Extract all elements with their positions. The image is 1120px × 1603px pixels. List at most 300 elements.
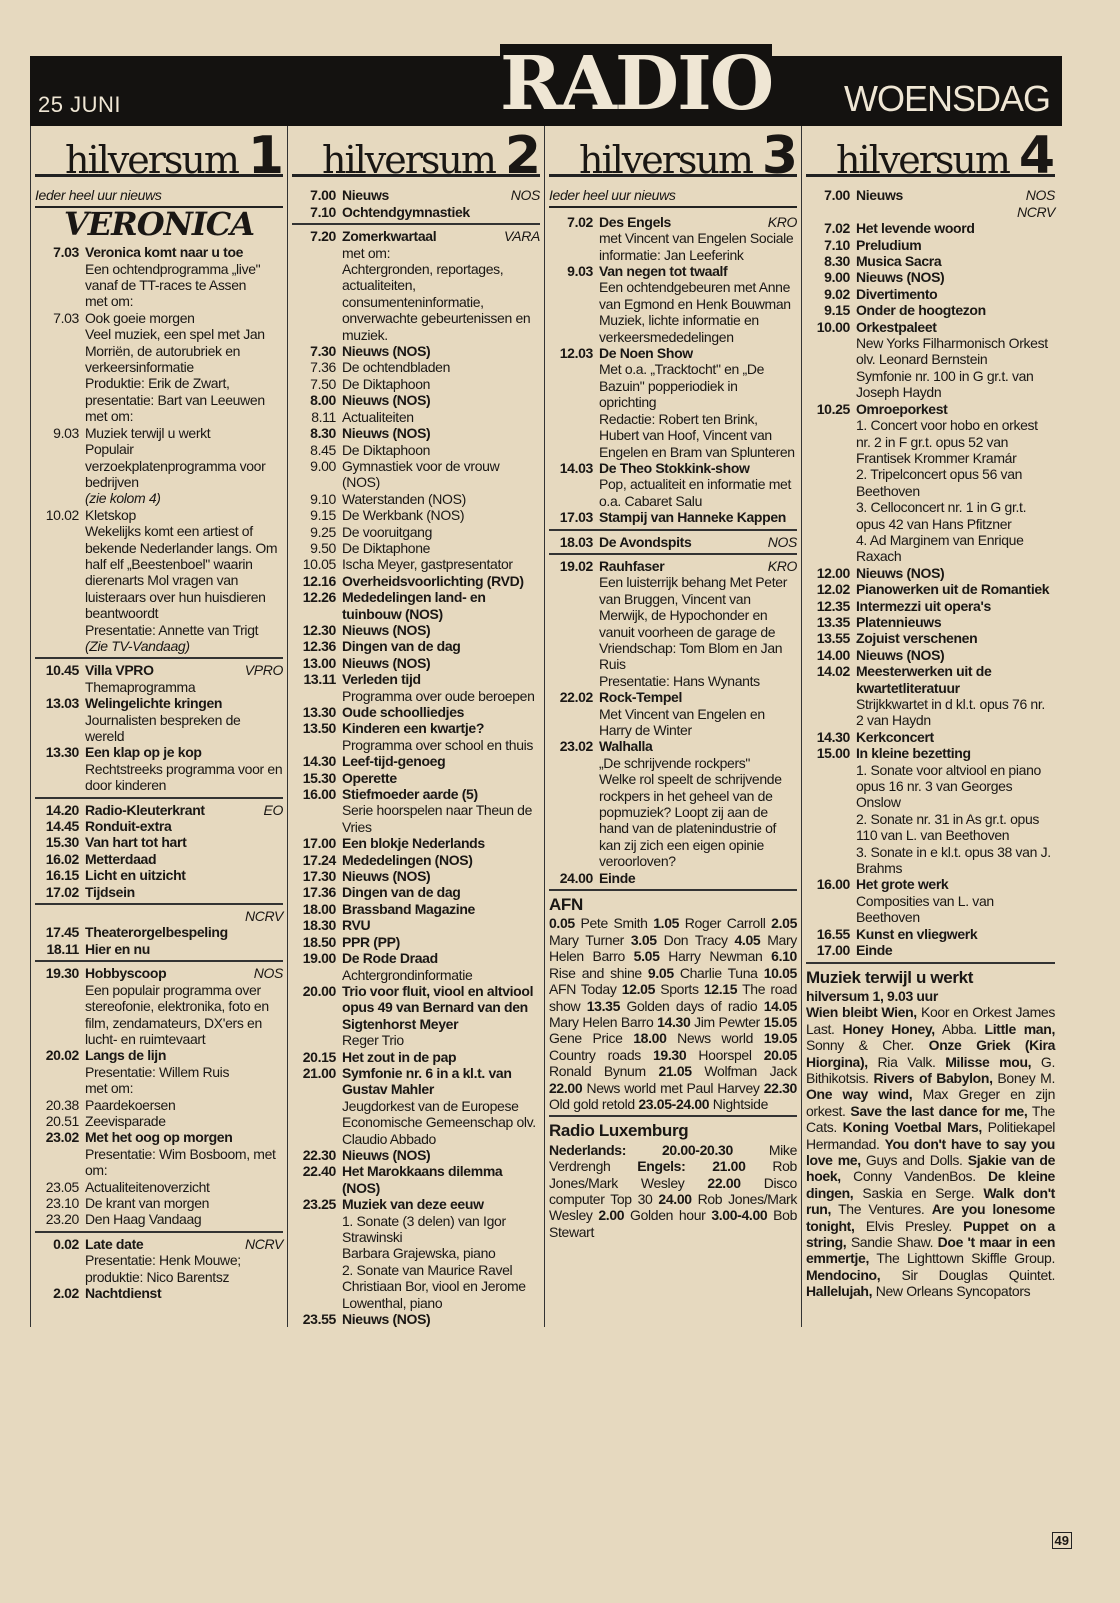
program-time: 2.02 <box>53 1285 79 1301</box>
divider <box>549 889 797 891</box>
program-description: Symfonie nr. 100 in G gr.t. van Joseph Haydn <box>856 367 1034 401</box>
program-time: 7.02 <box>567 213 593 230</box>
program-time: 14.20 <box>45 801 79 818</box>
divider <box>292 223 540 225</box>
program-description: met Vincent van Engelen Sociale informatie: Jan Leeferink <box>599 230 794 263</box>
program-entry <box>35 867 283 883</box>
program-entry <box>806 663 1055 696</box>
program-description: 4. Ad Marginem van Enrique Raxach <box>856 531 1024 565</box>
program-title: Kunst en vliegwerk <box>856 925 978 942</box>
program-entry <box>806 237 1055 253</box>
weekday: WOENSDAG <box>843 78 1050 119</box>
program-time: 23.20 <box>45 1211 79 1228</box>
program-entry <box>35 818 283 834</box>
program-title: Nieuws (NOS) <box>342 343 431 360</box>
program-entry <box>549 214 797 230</box>
program-time: 9.00 <box>824 269 850 286</box>
item-text: Politiekapel Hermandad. <box>806 1119 1056 1152</box>
program-entry <box>549 689 797 705</box>
item-bold: 13.35 <box>586 997 621 1014</box>
program-entry <box>292 524 540 540</box>
program-time: 18.00 <box>302 900 336 917</box>
item-text: Boney M. <box>997 1069 1056 1086</box>
program-time: 9.25 <box>310 523 336 540</box>
program-time: 19.02 <box>559 557 593 574</box>
broadcaster: VARA <box>504 228 540 245</box>
program-description: Programma over school en thuis <box>342 736 534 753</box>
item-text: Ria Valk. <box>877 1053 936 1070</box>
program-entry <box>35 941 283 957</box>
program-time: 10.05 <box>302 556 336 573</box>
date: 25 JUNI <box>38 92 121 117</box>
program-title: Langs de lijn <box>85 1047 167 1064</box>
program-title: Muziek terwijl u werkt <box>85 424 211 441</box>
program-time: 18.03 <box>559 533 593 550</box>
item-text: Charlie Tuna <box>679 964 758 981</box>
item-text: Rob Jones/Mark Wesley <box>549 1158 797 1191</box>
item-text: The Cats. <box>806 1102 1055 1136</box>
program-entry <box>35 924 283 940</box>
program-time: 7.36 <box>310 359 336 376</box>
program-time: 17.24 <box>302 851 336 868</box>
program-entry <box>292 1163 540 1196</box>
program-entry <box>292 343 540 359</box>
program-time: 7.50 <box>310 375 336 392</box>
item-bold: Koning Voetbal Mars, <box>842 1119 982 1136</box>
program-title: Pianowerken uit de Romantiek <box>856 581 1050 598</box>
broadcaster: KRO <box>767 213 797 230</box>
program-entry <box>549 534 797 550</box>
item-bold: 18.00 <box>633 1030 667 1047</box>
program-title: Oude schoolliedjes <box>342 704 465 720</box>
program-title: Nieuws <box>342 187 389 204</box>
program-entry <box>292 655 540 671</box>
item-text: Guys and Dolls. <box>865 1151 963 1168</box>
program-description: Presentatie: Hans Wynants <box>599 672 760 689</box>
item-bold: Little man, <box>984 1020 1055 1037</box>
program-title: Nieuws (NOS) <box>342 1146 431 1163</box>
item-text: G. Bithikotsis. <box>806 1053 1056 1086</box>
program-entry <box>806 401 1055 417</box>
program-time: 20.02 <box>45 1047 79 1064</box>
program-title: Actualiteiten <box>342 408 414 425</box>
broadcaster: KRO <box>767 557 797 574</box>
program-entry <box>292 458 540 491</box>
program-time: 16.55 <box>816 925 850 942</box>
program-description: Composities van L. van Beethoven <box>856 892 994 926</box>
program-time: 23.05 <box>45 1178 79 1195</box>
program-title: Symfonie nr. 6 in a kl.t. van Gustav Mahler <box>342 1064 512 1098</box>
program-title: Meesterwerken uit de kwartetliteratuur <box>856 663 992 696</box>
program-time: 22.30 <box>302 1146 336 1163</box>
program-description: 1. Sonate voor altviool en piano opus 16 nr. 3 van Georges Onslow <box>856 761 1041 811</box>
item-bold: 3.00-4.00 <box>711 1207 768 1224</box>
program-entry <box>35 1179 283 1195</box>
program-entry <box>35 1195 283 1211</box>
program-title: Een blokje Nederlands <box>342 835 485 852</box>
program-entry <box>292 491 540 507</box>
program-time: 15.00 <box>816 745 850 762</box>
station-name: hilversum <box>579 138 752 182</box>
item-text: Koor en Orkest James Last. <box>806 1004 1056 1037</box>
program-title: Het zout in de pap <box>342 1048 457 1065</box>
item-text: News world <box>677 1030 754 1047</box>
program-entry <box>292 392 540 408</box>
program-title: Nieuws (NOS) <box>342 868 431 885</box>
program-description: Met o.a. „Tracktocht" en „De Bazuin" popperiodiek in oprichting <box>599 361 765 411</box>
program-time: 8.30 <box>310 425 336 442</box>
program-description: Wekelijks komt een artiest of bekende Nederlander langs. Om half elf „Beestenboel" waarin dierenarts Mol vragen van luisteraars over hun huisdieren beantwoordt <box>85 523 278 622</box>
program-entry <box>806 647 1055 663</box>
program-title: Ischa Meyer, gastpresentator <box>342 556 513 573</box>
item-bold: Mendocino, <box>806 1266 881 1283</box>
broadcaster: NCRV <box>244 1235 283 1252</box>
program-description: Redactie: Robert ten Brink, Hubert van Hoof, Vincent van Engelen en Bram van Splunteren <box>599 410 795 460</box>
item-text: Harry Newman <box>668 948 763 965</box>
program-entry <box>35 1236 283 1252</box>
program-time: 17.45 <box>45 924 79 941</box>
item-bold: 0.05 <box>549 915 575 932</box>
divider <box>549 529 797 531</box>
program-title: Einde <box>599 869 636 886</box>
program-description: Journalisten bespreken de wereld <box>85 711 241 744</box>
item-text: The road show <box>549 981 798 1014</box>
program-entry <box>292 901 540 917</box>
item-bold: Wien bleibt Wien, <box>806 1004 917 1021</box>
program-description: Themaprogramma <box>85 678 196 695</box>
block-text <box>549 1142 797 1240</box>
program-entry <box>292 540 540 556</box>
program-title: Paardekoersen <box>85 1096 176 1113</box>
program-title: Intermezzi uit opera's <box>856 597 991 614</box>
program-title: De Diktaphoon <box>342 375 431 392</box>
column-hilversum-2 <box>288 126 545 1327</box>
program-entry <box>806 319 1055 335</box>
program-time: 14.00 <box>816 646 850 663</box>
program-entry <box>806 630 1055 646</box>
program-title: PPR (PP) <box>342 933 400 950</box>
program-time: 19.30 <box>45 965 79 982</box>
program-time: 7.10 <box>824 236 850 253</box>
program-description: Presentatie: Annette van Trigt <box>85 621 259 638</box>
program-description: 1. Sonate (3 delen) van Igor Strawinski <box>342 1212 506 1245</box>
program-time: 17.30 <box>302 868 336 885</box>
program-title: Operette <box>342 769 397 786</box>
veronica-logo: VERONICA <box>63 204 255 243</box>
program-time: 13.03 <box>45 695 79 712</box>
item-bold: 19.05 <box>763 1030 798 1047</box>
program-time: 9.10 <box>310 490 336 507</box>
program-time: 7.03 <box>53 309 79 326</box>
program-time: 13.35 <box>816 613 850 630</box>
program-description: met om: <box>85 1080 134 1097</box>
program-title: Onder de hoogtezon <box>856 302 986 319</box>
program-entry <box>806 876 1055 892</box>
program-entry <box>35 1097 283 1113</box>
program-description: (zie kolom 4) <box>85 490 161 507</box>
item-bold: Are you lonesome tonight, <box>806 1201 1055 1234</box>
item-bold: Milisse mou, <box>945 1053 1032 1070</box>
program-title: Kerkconcert <box>856 728 934 745</box>
program-time: 14.30 <box>816 728 850 745</box>
item-text: New Orleans Syncopators <box>875 1283 1031 1300</box>
program-time: 17.02 <box>45 883 79 900</box>
item-text: Golden hour <box>630 1207 706 1224</box>
program-entry <box>549 263 797 279</box>
item-text: Country roads <box>549 1046 641 1063</box>
program-time: 17.00 <box>302 835 336 852</box>
program-entry <box>35 662 283 678</box>
station-title <box>35 126 283 186</box>
program-entry <box>35 744 283 760</box>
program-title: Platennieuws <box>856 613 942 630</box>
program-title: Verleden tijd <box>342 671 421 688</box>
program-entry <box>806 565 1055 581</box>
item-text: Wolfman Jack <box>704 1063 797 1080</box>
program-time: 12.30 <box>302 621 336 638</box>
program-title: Metterdaad <box>85 850 157 867</box>
item-text: Sandie Shaw. <box>850 1234 934 1250</box>
program-entry <box>35 695 283 711</box>
program-entry <box>549 738 797 754</box>
item-bold: 4.05 <box>734 931 761 948</box>
program-time: 9.03 <box>53 424 79 441</box>
program-time: 14.45 <box>45 818 79 835</box>
program-title: De Avondspits <box>599 533 692 550</box>
item-bold: 19.30 <box>653 1046 687 1063</box>
program-title: Het levende woord <box>856 220 975 237</box>
program-entry <box>292 786 540 802</box>
program-title: Zeevisparade <box>85 1112 166 1129</box>
program-time: 12.35 <box>816 597 850 614</box>
program-time: 9.15 <box>824 302 850 319</box>
program-description: Veel muziek, een spel met Jan Morriën, de autorubriek en verkeersinformatie <box>85 326 265 376</box>
program-time: 20.51 <box>45 1112 79 1129</box>
program-title: Welingelichte kringen <box>85 695 223 712</box>
program-title: Actualiteitenoverzicht <box>85 1178 210 1195</box>
program-title: Met het oog op morgen <box>85 1129 233 1146</box>
item-bold: 21.05 <box>658 1063 692 1080</box>
program-entry <box>806 926 1055 942</box>
program-time: 18.11 <box>46 940 79 957</box>
item-bold: 14.30 <box>657 1013 691 1030</box>
station-number: 3 <box>761 126 797 186</box>
program-title: Des Engels <box>599 213 671 230</box>
program-title: Van negen tot twaalf <box>599 263 728 280</box>
program-time: 13.30 <box>45 744 79 761</box>
program-title: Zomerkwartaal <box>342 228 437 245</box>
program-entry <box>292 1311 540 1327</box>
item-bold: 9.05 <box>647 964 674 981</box>
program-entry <box>35 851 283 867</box>
program-description: Rechtstreeks programma voor en door kinderen <box>85 760 283 794</box>
item-text: Rise and shine <box>549 964 642 981</box>
program-entry <box>35 425 283 441</box>
station-name: hilversum <box>836 138 1009 182</box>
program-entry <box>35 310 283 326</box>
program-entry <box>35 802 283 818</box>
program-title: Stampij van Hanneke Kappen <box>599 509 786 526</box>
item-bold: 23.05-24.00 <box>638 1095 710 1112</box>
news-note: Ieder heel uur nieuws <box>35 187 283 207</box>
item-text: Saskia en Serge. <box>862 1184 975 1201</box>
item-bold: 1.05 <box>653 915 680 932</box>
program-description: Populair verzoekplatenprogramma voor bedrijven <box>85 441 266 490</box>
program-description: Achtergrondinformatie <box>342 966 473 983</box>
program-entry <box>35 834 283 850</box>
program-title: Hobbyscoop <box>85 965 167 982</box>
program-time: 23.02 <box>45 1129 79 1146</box>
program-title: Dingen van de dag <box>342 638 461 655</box>
program-description: Achtergronden, reportages, actualiteiten, consumenteninformatie, onverwachte gebeurtenissen en muziek. <box>342 261 531 343</box>
program-title: Orkestpaleet <box>856 318 937 335</box>
program-title: Nieuws (NOS) <box>856 646 945 663</box>
program-time: 24.00 <box>559 869 593 886</box>
item-bold: Walk don't run, <box>806 1184 1055 1218</box>
program-entry <box>292 507 540 523</box>
program-title: Einde <box>856 942 893 959</box>
divider <box>35 657 283 659</box>
item-text: AFN Today <box>549 981 617 998</box>
program-description: (Zie TV-Vandaag) <box>85 637 190 654</box>
program-entry <box>35 965 283 981</box>
program-time: 23.25 <box>302 1196 336 1213</box>
radio-page <box>30 41 1062 1328</box>
program-entry <box>292 704 540 720</box>
item-text: Mary Helen Barro <box>549 1013 654 1030</box>
item-bold: 10.05 <box>763 964 797 981</box>
divider <box>35 1231 283 1233</box>
program-description: New Yorks Filharmonisch Orkest olv. Leonard Bernstein <box>856 335 1048 368</box>
program-title: Brassband Magazine <box>342 900 475 917</box>
broadcaster: EO <box>263 801 283 818</box>
program-time: 7.30 <box>310 343 336 360</box>
program-entry <box>806 253 1055 269</box>
broadcaster: NOS <box>767 533 797 550</box>
program-title: Nachtdienst <box>85 1285 162 1301</box>
item-text: Conny VandenBos. <box>853 1168 976 1185</box>
program-entry <box>806 220 1055 236</box>
item-text: Sonny & Cher. <box>806 1037 914 1054</box>
broadcaster: NOS <box>253 965 283 982</box>
item-bold: 12.05 <box>621 981 656 998</box>
block-heading: Muziek terwijl u werkt <box>806 967 974 987</box>
column-hilversum-1 <box>31 126 288 1327</box>
program-time: 10.00 <box>816 318 850 335</box>
program-title: Veronica komt naar u toe <box>85 244 244 261</box>
program-description: Met Vincent van Engelen en Harry de Winter <box>599 705 765 738</box>
item-bold: Nederlands: 20.00-20.30 <box>549 1141 733 1158</box>
program-time: 7.20 <box>310 228 336 245</box>
item-bold: 6.10 <box>771 948 797 965</box>
block-text <box>549 915 797 1112</box>
program-time: 8.45 <box>310 441 336 458</box>
program-entry <box>806 598 1055 614</box>
program-title: Omroeporkest <box>856 400 948 417</box>
item-bold: Onze Griek (Kira Hiorgina), <box>806 1037 1056 1070</box>
program-entry <box>292 376 540 392</box>
program-title: Hier en nu <box>85 940 150 957</box>
program-title: Trio voor fluit, viool en altviool opus 49 van Bernard van den Sigtenhorst Meyer <box>342 982 534 1032</box>
program-time: 13.11 <box>303 671 336 688</box>
program-description: „De schrijvende rockpers" <box>599 754 751 771</box>
program-title: Mededelingen (NOS) <box>342 851 473 868</box>
program-entry <box>806 614 1055 630</box>
program-time: 20.38 <box>45 1096 79 1113</box>
item-text: The Lighttown Skiffle Group. <box>876 1250 1055 1267</box>
program-description: Een populair programma over stereofonie, elektronika, foto en film, zendamateurs, DX'ers en lucht- en ruimtevaart <box>85 981 269 1047</box>
program-time: 23.10 <box>45 1194 79 1211</box>
item-text: Max Greger en zijn orkest. <box>806 1086 1055 1119</box>
broadcaster: NCRV <box>244 908 283 925</box>
program-entry <box>292 1049 540 1065</box>
program-entry <box>292 187 540 203</box>
program-title: Overheidsvoorlichting (RVD) <box>342 572 524 589</box>
program-entry <box>292 950 540 966</box>
program-time: 12.16 <box>302 572 336 589</box>
program-title: Nieuws (NOS) <box>342 1311 431 1328</box>
item-text: The Ventures. <box>838 1201 925 1218</box>
program-description: Christiaan Bor, viool en Jerome Lowenthal, piano <box>342 1278 526 1311</box>
program-time: 16.00 <box>816 876 850 893</box>
station-number: 1 <box>247 126 283 186</box>
item-text: Rob Jones/Mark Wesley <box>549 1190 797 1224</box>
program-entry <box>806 581 1055 597</box>
program-time: 13.55 <box>816 630 850 647</box>
program-entry <box>35 884 283 900</box>
program-entry <box>292 1065 540 1098</box>
program-time: 12.03 <box>559 345 593 362</box>
program-entry <box>292 359 540 375</box>
program-description: Presentatie: Henk Mouwe; produktie: Nico Barentsz <box>85 1252 241 1285</box>
page-header <box>30 41 1062 127</box>
column-hilversum-3 <box>545 126 802 1327</box>
program-title: Kinderen een kwartje? <box>342 720 485 737</box>
program-title: Het Marokkaans dilemma (NOS) <box>342 1163 503 1196</box>
program-title: Ook goeie morgen <box>85 309 195 326</box>
station-name: hilversum <box>322 138 495 182</box>
program-entry <box>292 671 540 687</box>
block-subheading: hilversum 1, 9.03 uur <box>806 987 938 1004</box>
item-bold: Save the last dance for me, <box>850 1102 1028 1119</box>
program-title: De vooruitgang <box>342 523 433 540</box>
program-description: Een ochtendgebeuren met Anne van Egmond en Henk Bouwman Muziek, lichte informatie en verkeersmededelingen <box>599 279 791 345</box>
program-time: 10.25 <box>816 400 850 417</box>
program-title: Rauhfaser <box>599 557 665 574</box>
program-description: Een ochtendprogramma „live" vanaf de TT-races te Assen <box>85 260 261 294</box>
program-time: 12.02 <box>816 581 850 598</box>
program-time: 10.02 <box>45 506 79 523</box>
program-title: Theaterorgelbespeling <box>85 924 228 941</box>
program-entry <box>292 770 540 786</box>
program-time: 23.55 <box>302 1311 336 1328</box>
program-entry <box>292 917 540 933</box>
program-title: Rock-Tempel <box>599 689 683 706</box>
program-entry <box>549 460 797 476</box>
program-title: Ochtendgymnastiek <box>342 203 470 220</box>
program-time: 15.30 <box>45 834 79 851</box>
program-title: Dingen van de dag <box>342 884 461 901</box>
program-entry <box>292 884 540 900</box>
item-text: Golden days of radio <box>626 997 758 1014</box>
program-description: Welke rol speelt de schrijvende rockpers in het geheel van de popmuziek? Loopt zij aan de hand van de platenindustrie of kan zij zich een eigen opinie veroorloven? <box>599 771 782 870</box>
program-entry <box>292 589 540 622</box>
column-hilversum-4 <box>802 126 1059 1327</box>
program-title: RVU <box>342 917 371 934</box>
program-time: 9.15 <box>310 507 336 524</box>
program-time: 14.02 <box>816 663 850 680</box>
program-time: 14.30 <box>302 753 336 770</box>
